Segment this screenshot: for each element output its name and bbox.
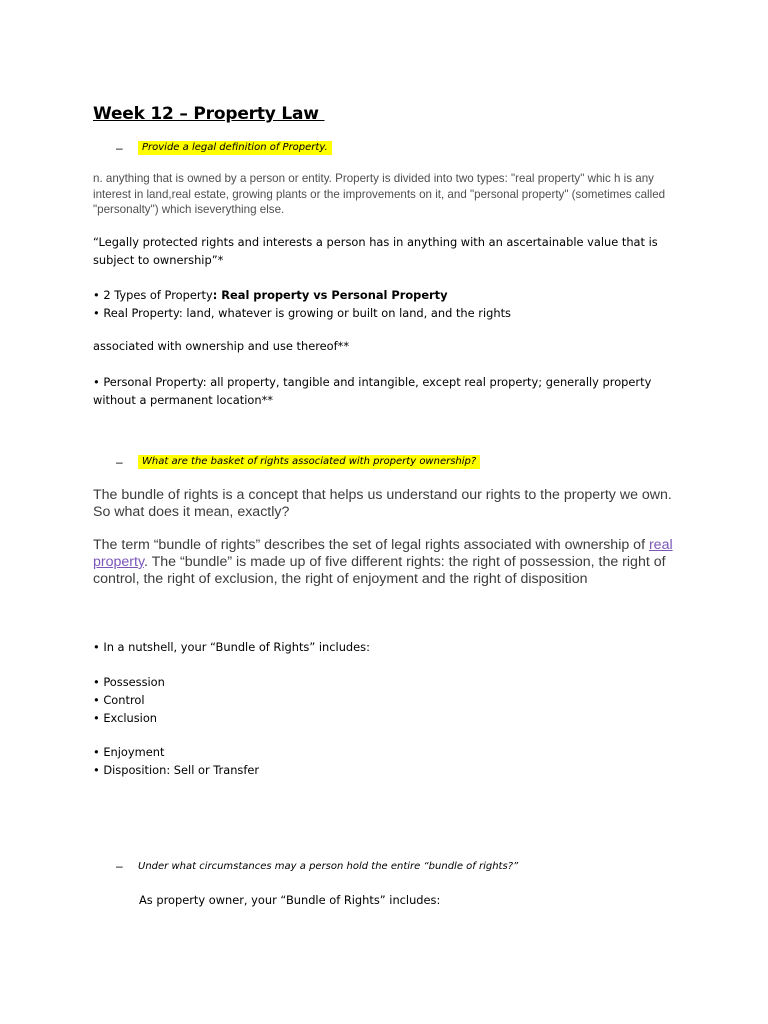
question-2-text: What are the basket of rights associated with property ownership? xyxy=(138,455,480,469)
question-3 xyxy=(116,859,518,873)
nutshell-line: • In a nutshell, your “Bundle of Rights” includes: xyxy=(93,640,370,654)
types-line-1 xyxy=(93,286,693,304)
property-types xyxy=(93,286,693,322)
list-item: • Disposition: Sell or Transfer xyxy=(93,763,260,777)
personal-property-paragraph: • Personal Property: all property, tangible and intangible, except real property; generally property without a permanent location** xyxy=(93,375,652,407)
rights-list-1 xyxy=(93,673,165,727)
question-1 xyxy=(116,141,332,155)
quote-paragraph: “Legally protected rights and interests a person has in anything with an ascertainable value that is subject to ownership”* xyxy=(93,235,658,267)
rights-list-2 xyxy=(93,743,259,779)
real-property-link[interactable]: real property xyxy=(93,537,673,570)
types-line-1-bold: : Real property vs Personal Property xyxy=(212,288,448,302)
list-item: • Enjoyment xyxy=(93,745,165,759)
types-line-1-prefix: • 2 Types of Property xyxy=(93,288,213,302)
bundle-p2-before: The term “bundle of rights” describes the set of legal rights associated with ownership of xyxy=(93,537,649,553)
bundle-paragraph-1: The bundle of rights is a concept that helps us understand our rights to the property we own. So what does it mean, exactly? xyxy=(93,487,672,520)
page-title: Week 12 – Property Law xyxy=(93,104,325,124)
question-2 xyxy=(116,455,480,469)
list-item: • Possession xyxy=(93,675,165,689)
list-item: • Control xyxy=(93,693,145,707)
types-line-2: • Real Property: land, whatever is growing or built on land, and the rights xyxy=(93,306,511,320)
dash-bullet: – xyxy=(116,859,123,873)
bundle-p2-after: . The “bundle” is made up of five different rights: the right of possession, the right of control, the right of exclusion, the right of enjoyment and the right of disposition xyxy=(93,554,666,587)
question-3-text: Under what circumstances may a person hold the entire “bundle of rights?” xyxy=(138,860,519,872)
definition-paragraph: n. anything that is owned by a person or entity. Property is divided into two types: "real property" whic h is any interest in land,real estate, growing plants or the improvements on it, and "personal property" (sometimes called "personalty") which iseverything else. xyxy=(93,172,666,216)
list-item: • Exclusion xyxy=(93,711,158,725)
owner-heading: As property owner, your “Bundle of Rights” includes: xyxy=(139,893,441,907)
associated-line: associated with ownership and use thereof** xyxy=(93,339,350,353)
bundle-paragraph-2 xyxy=(93,537,683,588)
question-1-text: Provide a legal definition of Property. xyxy=(138,141,332,155)
dash-bullet: – xyxy=(116,141,123,155)
dash-bullet: – xyxy=(116,455,123,469)
